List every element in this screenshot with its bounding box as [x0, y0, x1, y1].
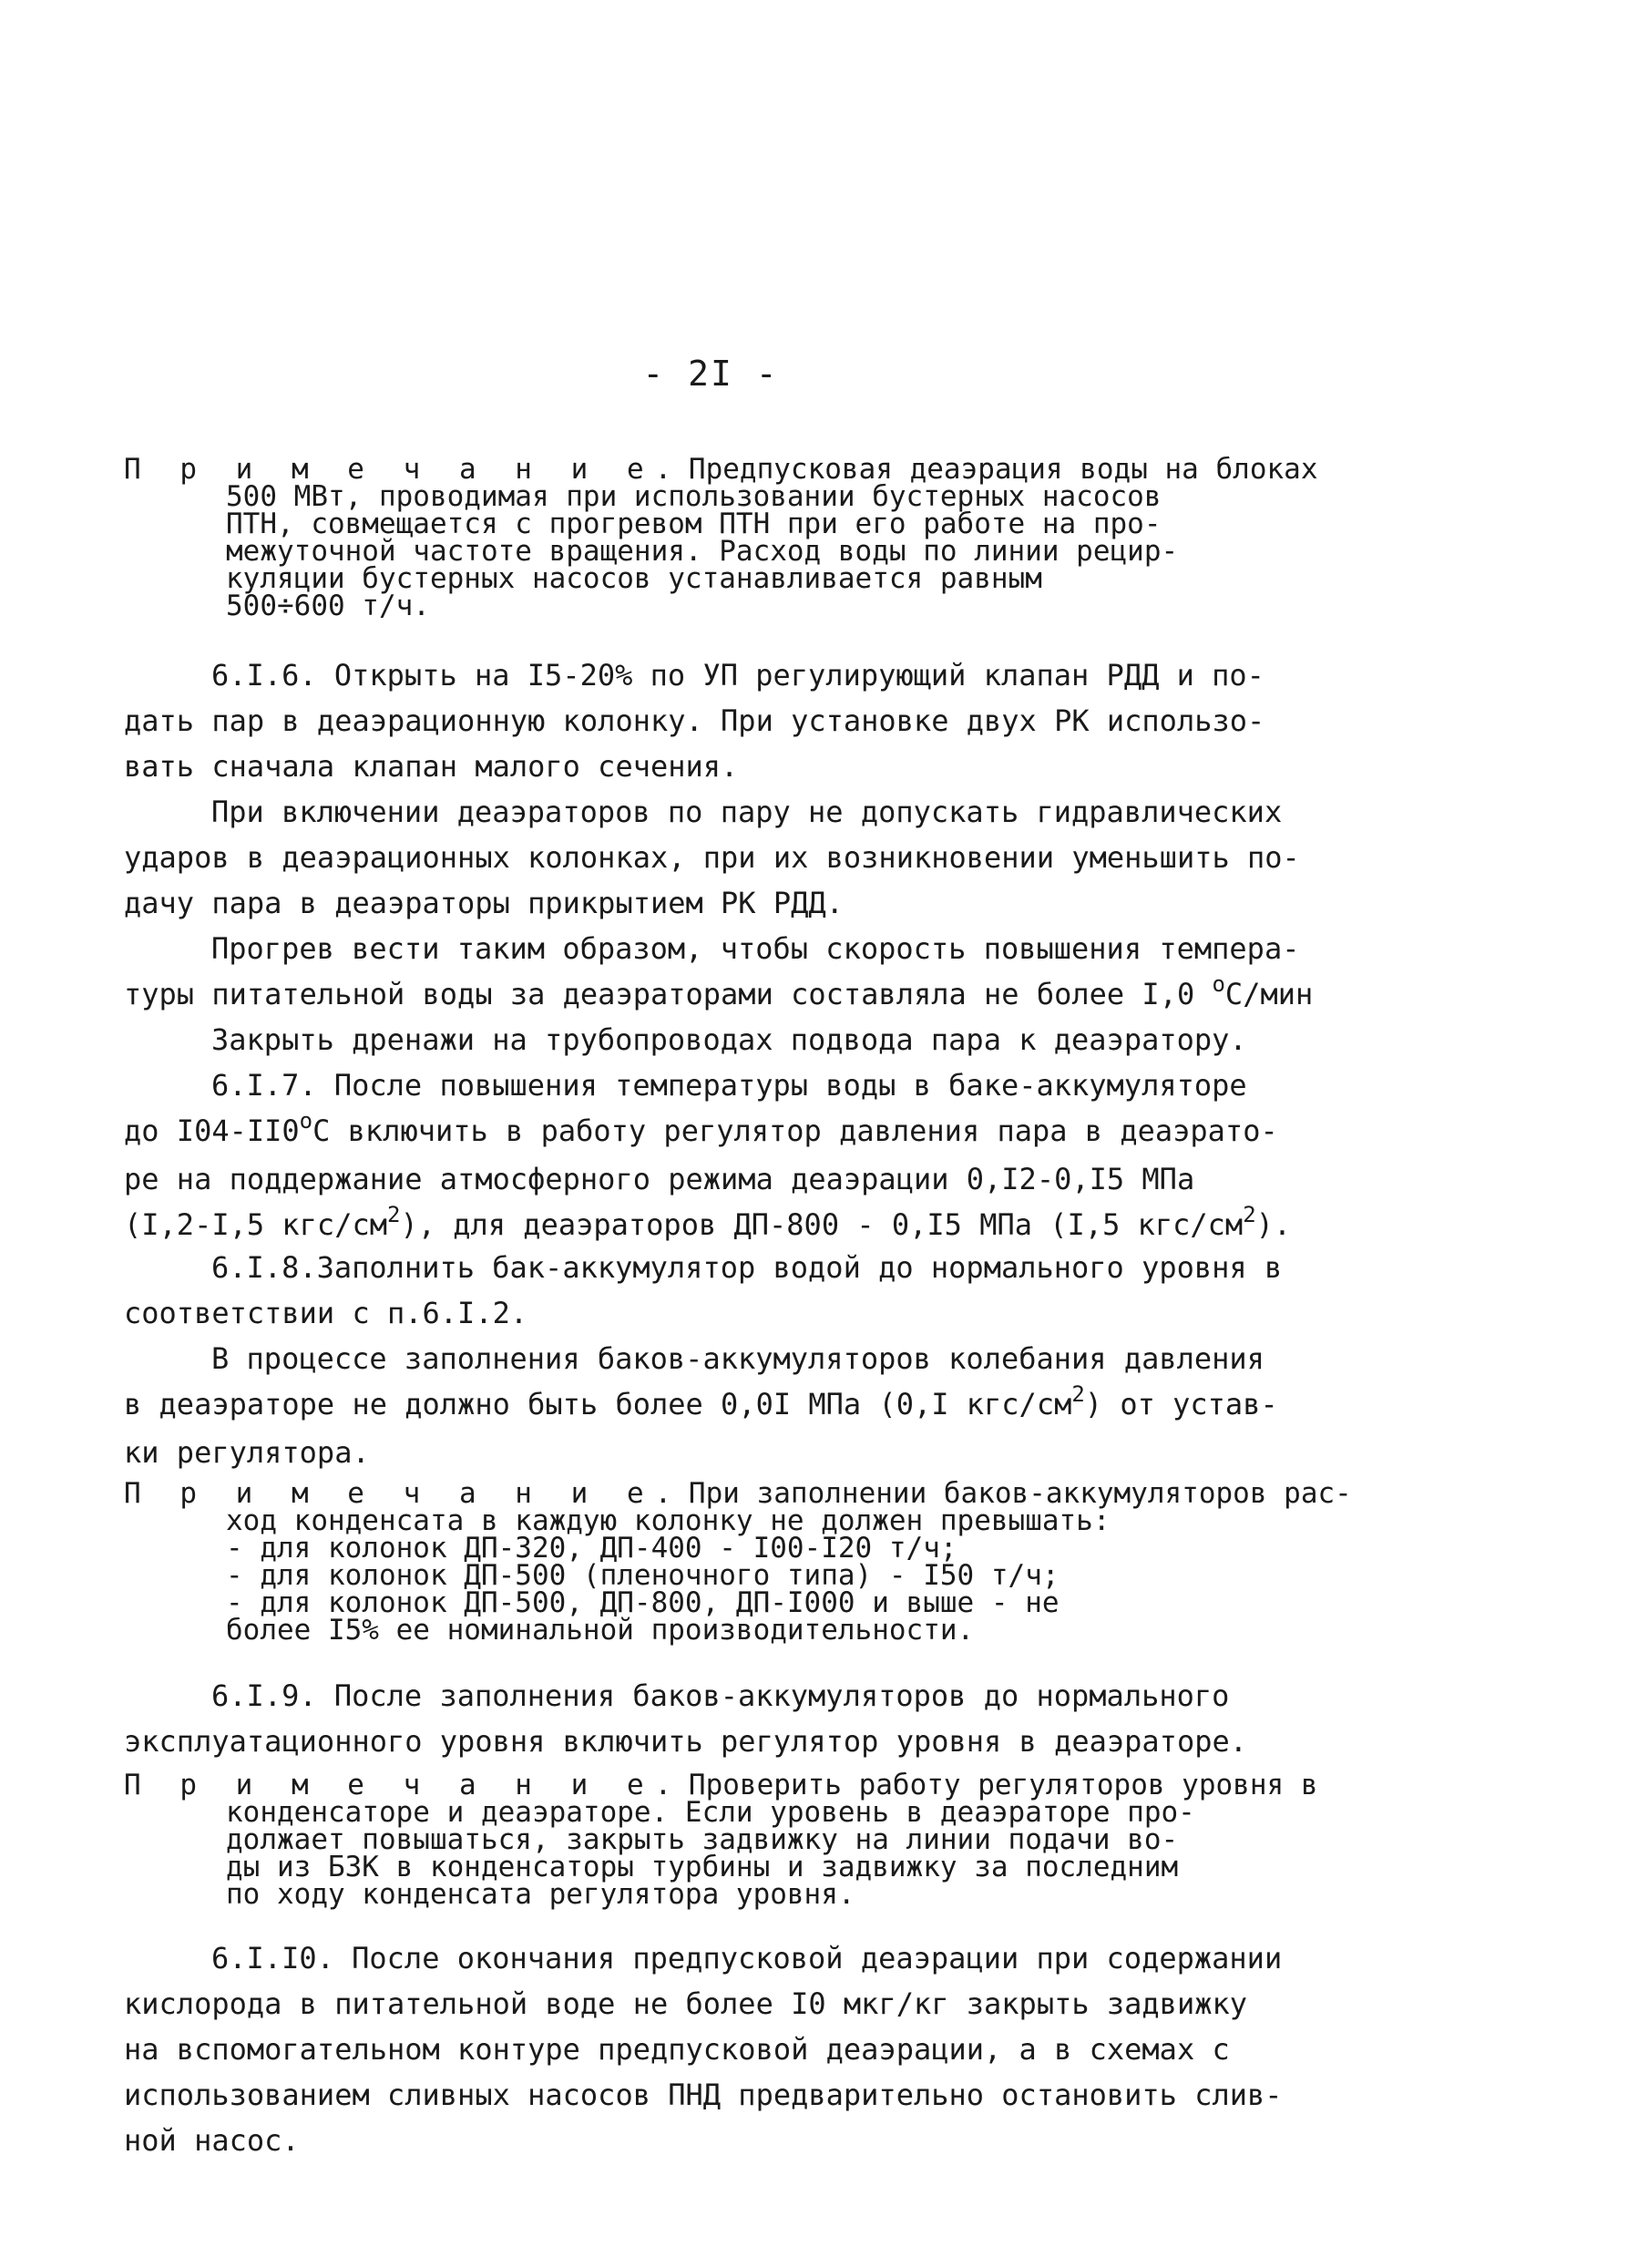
text-line: (I,2-I,5 кгс/$см^2$), для деаэраторов ДП-800 - 0,I5 МПа (I,5 кгс/$см^2$).: [124, 1202, 1292, 1242]
note-line: - для колонок ДП-500 (пленочного типа) - I50 т/ч;: [226, 1559, 1060, 1592]
text-line: дачу пара в деаэраторы прикрытием РК РДД.: [124, 886, 844, 920]
note-line: ход конденсата в каждую колонку не должен превышать:: [226, 1504, 1111, 1537]
paragraph-6-1-7: [124, 1062, 1399, 1250]
text-line: использованием сливных насосов ПНД предварительно остановить слив-: [124, 2078, 1283, 2112]
text-line: 6.I.6. Открыть на I5-20% по УП регулирующий клапан РДД и по-: [211, 658, 1264, 693]
note-line: 500÷600 т/ч.: [226, 590, 430, 622]
note-line: П р и м е ч а н и е. При заполнении баков-аккумуляторов рас-: [124, 1477, 1352, 1510]
note-line: П р и м е ч а н и е. Проверить работу регуляторов уровня в: [124, 1769, 1318, 1801]
degree-superscript: о: [299, 1108, 313, 1134]
text-line: Закрыть дренажи на трубопроводах подвода пара к деаэратору.: [211, 1022, 1247, 1057]
paragraph-heating: [124, 926, 1399, 1020]
text-line: эксплуатационного уровня включить регулятор уровня в деаэраторе.: [124, 1724, 1247, 1759]
note-condensate-flow: [124, 1477, 1399, 1647]
note-preheat-deaeration: [124, 453, 1399, 622]
text-line: ной насос.: [124, 2123, 300, 2158]
paragraph-drains: [124, 1017, 1399, 1062]
note-line: - для колонок ДП-320, ДП-400 - I00-I20 т/ч;: [226, 1532, 957, 1565]
note-label: П р и м е ч а н и е: [124, 1769, 655, 1801]
text-line: 6.I.9. После заполнения баков-аккумуляторов до нормального: [211, 1678, 1230, 1713]
paragraph-filling: [124, 1336, 1399, 1475]
note-line: П р и м е ч а н и е. Предпусковая деаэрация воды на блоках: [124, 453, 1318, 486]
text-line: дать пар в деаэрационную колонку. При установке двух РК использо-: [124, 703, 1265, 738]
note-line: - для колонок ДП-500, ДП-800, ДП-I000 и выше - не: [226, 1586, 1060, 1619]
text-line: в деаэраторе не должно быть более 0,0I МПа (0,I кгс/$см^2$) от устав-: [124, 1381, 1278, 1421]
text-line: 6.I.7. После повышения температуры воды в баке-аккумуляторе: [211, 1068, 1247, 1103]
note-line: 500 МВт, проводимая при использовании бустерных насосов: [226, 480, 1162, 513]
paragraph-6-1-6: [124, 652, 1399, 789]
degree-superscript: о: [1212, 971, 1225, 997]
text-line: до $I04-II0^оС$ включить в работу регулятор давления пара в деаэрато-: [124, 1108, 1278, 1148]
text-line: туры питательной воды за деаэраторами составляла не более I,0 $^о$С/мин: [124, 971, 1314, 1011]
note-line: должает повышаться, закрыть задвижку на линии подачи во-: [226, 1823, 1179, 1856]
note-line: межуточной частоте вращения. Расход воды по линии рецир-: [226, 535, 1179, 568]
note-line: ПТН, совмещается с прогревом ПТН при его работе на про-: [226, 508, 1162, 540]
note-line: более I5% ее номинальной производительности.: [226, 1614, 975, 1647]
superscript: 2: [386, 1202, 401, 1227]
paragraph-steam-activation: [124, 789, 1399, 926]
text-line: на вспомогательном контуре предпусковой деаэрации, а в схемах с: [124, 2032, 1230, 2067]
note-label: П р и м е ч а н и е: [124, 453, 655, 486]
paragraph-6-1-8: [124, 1245, 1399, 1336]
paragraph-6-1-10: [124, 1935, 1399, 2163]
note-level-regulators: [124, 1769, 1399, 1911]
text-line: ре на поддержание атмосферного режима деаэрации 0,I2-0,I5 МПа: [124, 1162, 1195, 1196]
note-line: ды из БЗК в конденсаторы турбины и задвижку за последним: [226, 1851, 1179, 1883]
note-line: по ходу конденсата регулятора уровня.: [226, 1878, 855, 1911]
text-line: кислорода в питательной воде не более I0 мкг/кг закрыть задвижку: [124, 1986, 1247, 2021]
superscript: 2: [1243, 1202, 1256, 1227]
text-line: вать сначала клапан малого сечения.: [124, 749, 739, 784]
note-line: конденсаторе и деаэраторе. Если уровень в деаэраторе про-: [226, 1796, 1195, 1829]
text-line: В процессе заполнения баков-аккумуляторов колебания давления: [211, 1341, 1264, 1376]
page-number: - 2I -: [642, 354, 779, 394]
note-label: П р и м е ч а н и е: [124, 1477, 655, 1510]
text-line: ударов в деаэрационных колонках, при их возникновении уменьшить по-: [124, 840, 1300, 875]
superscript: 2: [1071, 1381, 1085, 1407]
paragraph-6-1-9: [124, 1673, 1399, 1764]
text-line: Прогрев вести таким образом, чтобы скорость повышения темпера-: [211, 931, 1300, 966]
note-line: куляции бустерных насосов устанавливается равным: [226, 562, 1042, 595]
text-line: 6.I.8.Заполнить бак-аккумулятор водой до нормального уровня в: [211, 1250, 1283, 1285]
text-line: ки регулятора.: [124, 1435, 370, 1470]
text-line: При включении деаэраторов по пару не допускать гидравлических: [211, 795, 1283, 829]
text-line: 6.I.I0. После окончания предпусковой деаэрации при содержании: [211, 1941, 1283, 1976]
text-line: соответствии с п.6.I.2.: [124, 1296, 528, 1330]
